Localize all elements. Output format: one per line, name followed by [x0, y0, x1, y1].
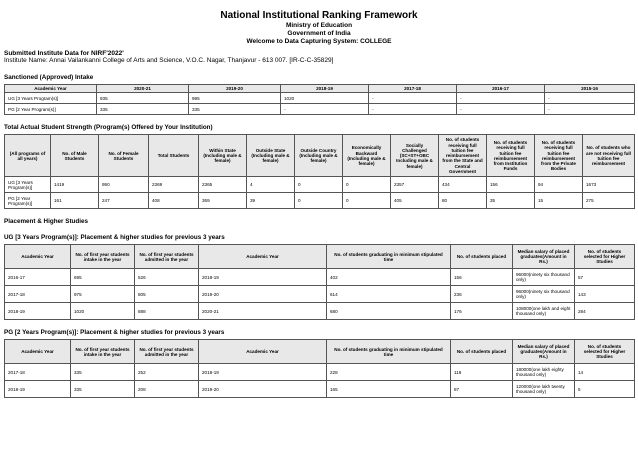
- column-header: 2019-20: [189, 85, 281, 93]
- table-cell: 1419: [51, 177, 99, 193]
- table-cell: -: [457, 104, 545, 115]
- column-header: No. of Male Students: [51, 135, 99, 177]
- table-cell: 96000(ninety six thousand only): [513, 286, 575, 303]
- page-title: National Institutional Ranking Framework: [220, 10, 418, 21]
- table-cell: 2017-18: [5, 364, 71, 381]
- table-cell: 156: [487, 177, 535, 193]
- ministry-line: Ministry of Education: [285, 22, 353, 29]
- institute-name: Institute Name: Annai Vailankanni College of Arts and Science, V.O.C. Nagar, Thanjavur - 613 007. [IR-C-C-35829]: [4, 57, 334, 64]
- column-header: 2015-16: [545, 85, 635, 93]
- table-header-row: [5, 135, 635, 177]
- table-cell: UG [3 Years Program(s)]: [5, 93, 97, 104]
- table-cell: 614: [327, 286, 451, 303]
- column-header: No. of first year students admitted in the year: [135, 245, 199, 269]
- column-header: No. of Female Students: [99, 135, 149, 177]
- table-cell: 1020: [71, 303, 135, 320]
- column-header: No. of students graduating in minimum stipulated time: [327, 340, 451, 364]
- table-row: [5, 364, 635, 381]
- column-header: No. of students graduating in minimum stipulated time: [327, 245, 451, 269]
- column-header: No. of students receiving full tuition fee reimbursement from the State and Central Government: [439, 135, 487, 177]
- column-header: No. of students who are not receiving full tuition fee reimbursement: [583, 135, 635, 177]
- table-cell: 935: [97, 93, 189, 104]
- table-cell: 120000(one lakh twenty thousand only): [513, 381, 575, 398]
- column-header: Socially Challenged (SC+ST+OBC Including male & female): [391, 135, 439, 177]
- report-header: [4, 10, 634, 46]
- strength-section-title: Total Actual Student Strength (Program(s) Offered by Your Institution): [4, 124, 213, 132]
- column-header: (All programs of all years): [5, 135, 51, 177]
- table-row: [5, 193, 635, 209]
- intake-section-title: Sanctioned (Approved) Intake: [4, 74, 94, 81]
- pg-placement-table: [4, 339, 635, 398]
- column-header: Academic Year: [5, 85, 97, 93]
- table-header-row: [5, 245, 635, 269]
- column-header: Academic Year: [199, 340, 327, 364]
- column-header: No. of first year students admitted in the year: [135, 340, 199, 364]
- table-cell: 950: [99, 177, 149, 193]
- table-cell: 180000(one lakh eighty thousand only): [513, 364, 575, 381]
- table-cell: 369: [199, 193, 247, 209]
- table-cell: 405: [391, 193, 439, 209]
- table-cell: 2018-19: [5, 303, 71, 320]
- table-cell: 2019-20: [199, 381, 327, 398]
- table-header-row: [5, 85, 635, 93]
- intake-table: [4, 84, 635, 115]
- table-cell: 35: [487, 193, 535, 209]
- table-cell: 236: [451, 286, 513, 303]
- welcome-line: Welcome to Data Capturing System: COLLEGE: [246, 38, 392, 45]
- table-cell: 2365: [199, 177, 247, 193]
- ug-placement-title: UG [3 Years Program(s)]: Placement & higher studies for previous 3 years: [4, 234, 225, 242]
- table-cell: 680: [327, 303, 451, 320]
- table-cell: 143: [575, 286, 635, 303]
- table-cell: 208: [135, 381, 199, 398]
- table-cell: 805: [135, 286, 199, 303]
- column-header: Median salary of placed graduates(Amount in Rs.): [513, 245, 575, 269]
- column-header: No. of students placed: [451, 245, 513, 269]
- table-cell: 252: [135, 364, 199, 381]
- column-header: No. of first year students intake in the year: [71, 340, 135, 364]
- column-header: 2016-17: [457, 85, 545, 93]
- column-header: Total Students: [149, 135, 199, 177]
- table-cell: 2020-21: [199, 303, 327, 320]
- table-cell: 0: [295, 193, 343, 209]
- table-cell: 94: [535, 177, 583, 193]
- table-cell: 161: [51, 193, 99, 209]
- table-cell: 335: [97, 104, 189, 115]
- table-cell: 0: [343, 177, 391, 193]
- table-row: [5, 93, 635, 104]
- table-cell: 119: [451, 364, 513, 381]
- column-header: Median salary of placed graduates(Amount in Rs.): [513, 340, 575, 364]
- table-cell: UG [3 Years Program(s)]: [5, 177, 51, 193]
- pg-placement-title: PG [2 Years Program(s)]: Placement & higher studies for previous 3 years: [4, 329, 225, 337]
- table-cell: 0: [295, 177, 343, 193]
- table-cell: -: [281, 104, 369, 115]
- column-header: Economically Backward (Including male & female): [343, 135, 391, 177]
- table-cell: 0: [343, 193, 391, 209]
- table-cell: PG [2 Year Program(s)]: [5, 104, 97, 115]
- table-cell: 2018-19: [5, 381, 71, 398]
- column-header: Within State (Including male & female): [199, 135, 247, 177]
- table-cell: 275: [583, 193, 635, 209]
- table-cell: 39: [247, 193, 295, 209]
- column-header: No. of students receiving full tuition fee reimbursement from Institution Funds: [487, 135, 535, 177]
- table-cell: -: [545, 104, 635, 115]
- strength-table: [4, 134, 635, 209]
- table-cell: -: [457, 93, 545, 104]
- table-cell: 2018-19: [199, 269, 327, 286]
- table-cell: 1020: [281, 93, 369, 104]
- table-header-row: [5, 340, 635, 364]
- table-cell: 4: [247, 177, 295, 193]
- table-cell: 80: [439, 193, 487, 209]
- table-cell: 14: [575, 364, 635, 381]
- table-cell: 2357: [391, 177, 439, 193]
- table-cell: -: [545, 93, 635, 104]
- column-header: Academic Year: [199, 245, 327, 269]
- column-header: No. of students placed: [451, 340, 513, 364]
- table-cell: 2369: [149, 177, 199, 193]
- table-cell: 888: [135, 303, 199, 320]
- table-row: [5, 286, 635, 303]
- table-cell: 156: [451, 269, 513, 286]
- table-cell: 15: [535, 193, 583, 209]
- table-cell: 247: [99, 193, 149, 209]
- table-cell: 2019-20: [199, 286, 327, 303]
- table-cell: 526: [135, 269, 199, 286]
- ug-placement-table: [4, 244, 635, 320]
- table-cell: 695: [71, 269, 135, 286]
- column-header: Academic Year: [5, 245, 71, 269]
- table-cell: 434: [439, 177, 487, 193]
- table-row: [5, 269, 635, 286]
- table-cell: 284: [575, 303, 635, 320]
- submitted-heading: Submitted Institute Data for NIRF'2022': [4, 50, 124, 57]
- table-cell: -: [369, 93, 457, 104]
- column-header: 2018-19: [281, 85, 369, 93]
- table-row: [5, 381, 635, 398]
- table-cell: 975: [71, 286, 135, 303]
- table-cell: -: [369, 104, 457, 115]
- column-header: 2017-18: [369, 85, 457, 93]
- column-header: No. of first year students intake in the year: [71, 245, 135, 269]
- table-cell: PG [2 Year Program(s)]: [5, 193, 51, 209]
- page: [0, 10, 638, 461]
- table-cell: 335: [71, 364, 135, 381]
- table-cell: 335: [71, 381, 135, 398]
- column-header: No. of students receiving full tuition fee reimbursement from the Private Bodies: [535, 135, 583, 177]
- column-header: Outside State (Including male & female): [247, 135, 295, 177]
- column-header: Academic Year: [5, 340, 71, 364]
- table-row: [5, 177, 635, 193]
- table-cell: 176: [451, 303, 513, 320]
- table-cell: 995: [189, 93, 281, 104]
- column-header: No. of students selected for Higher Studies: [575, 340, 635, 364]
- table-cell: 335: [189, 104, 281, 115]
- column-header: No. of students selected for Higher Studies: [575, 245, 635, 269]
- table-cell: 408: [149, 193, 199, 209]
- column-header: Outside Country (Including male & female): [295, 135, 343, 177]
- table-row: [5, 303, 635, 320]
- table-cell: 2017-18: [5, 286, 71, 303]
- table-cell: 5: [575, 381, 635, 398]
- table-cell: 87: [451, 381, 513, 398]
- table-cell: 2016-17: [5, 269, 71, 286]
- table-cell: 96000(ninety six thousand only): [513, 269, 575, 286]
- government-line: Government of India: [287, 30, 351, 37]
- table-cell: 57: [575, 269, 635, 286]
- table-cell: 402: [327, 269, 451, 286]
- table-cell: 228: [327, 364, 451, 381]
- table-cell: 2018-19: [199, 364, 327, 381]
- table-cell: 165: [327, 381, 451, 398]
- column-header: 2020-21: [97, 85, 189, 93]
- table-row: [5, 104, 635, 115]
- placement-section-title: Placement & Higher Studies: [4, 218, 88, 226]
- table-cell: 1673: [583, 177, 635, 193]
- table-cell: 108000(one lakh and eight thousand only): [513, 303, 575, 320]
